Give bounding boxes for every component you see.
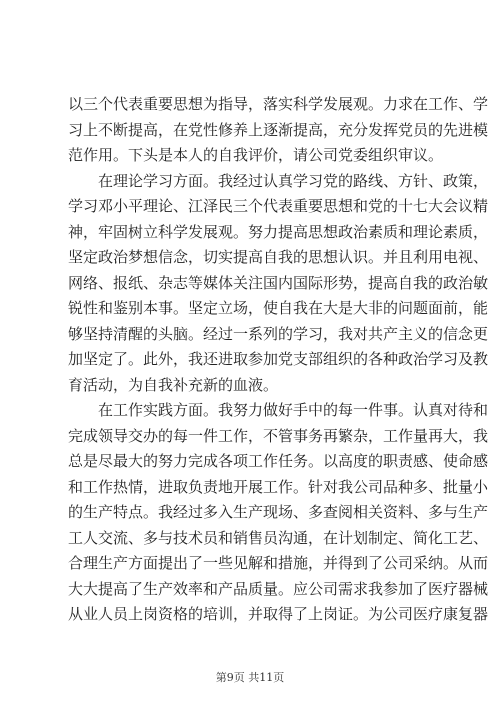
text-line: 总是尽最大的努力完成各项工作任务。以高度的职责感、使命感 bbox=[68, 452, 489, 470]
text-line: 学习邓小平理论、江泽民三个代表重要思想和党的十七大会议精 bbox=[68, 197, 489, 215]
text-line: 以三个代表重要思想为指导，落实科学发展观。力求在工作、学 bbox=[68, 95, 489, 113]
text-line: 网络、报纸、杂志等媒体关注国内国际形势，提高自我的政治敏 bbox=[68, 273, 489, 292]
document-body bbox=[68, 92, 489, 628]
text-line: 在工作实践方面。我努力做好手中的每一件事。认真对待和 bbox=[68, 401, 489, 419]
text-line: 范作用。下头是本人的自我评价，请公司党委组织审议。 bbox=[68, 146, 444, 164]
text-line: 工人交流、多与技术员和销售员沟通，在计划制定、简化工艺、 bbox=[68, 528, 489, 547]
text-line: 的生产特点。我经过多入生产现场、多查阅相关资料、多与生产 bbox=[68, 503, 489, 521]
text-line: 坚定政治梦想信念，切实提高自我的思想认识。并且利用电视、 bbox=[68, 248, 489, 266]
text-line: 合理生产方面提出了一些见解和措施，并得到了公司采纳。从而 bbox=[68, 554, 489, 572]
text-line: 够坚持清醒的头脑。经过一系列的学习，我对共产主义的信念更 bbox=[68, 324, 489, 343]
page-total: 共11页 bbox=[248, 671, 285, 684]
text-line: 大大提高了生产效率和产品质量。应公司需求我参加了医疗器械 bbox=[68, 579, 489, 598]
text-line: 在理论学习方面。我经过认真学习党的路线、方针、政策， bbox=[68, 171, 489, 190]
page-number: 第9页 bbox=[215, 671, 245, 684]
text-line: 和工作热情，进取负责地开展工作。针对我公司品种多、批量小 bbox=[68, 477, 489, 496]
text-line: 锐性和鉴别本事。坚定立场，使自我在大是大非的问题面前，能 bbox=[68, 299, 489, 317]
text-line: 从业人员上岗资格的培训，并取得了上岗证。为公司医疗康复器 bbox=[68, 605, 489, 623]
text-line: 神，牢固树立科学发展观。努力提高思想政治素质和理论素质， bbox=[68, 222, 489, 241]
text-line: 习上不断提高，在党性修养上逐渐提高，充分发挥党员的先进模 bbox=[68, 120, 489, 139]
page-footer bbox=[0, 669, 500, 685]
text-line: 加坚定了。此外，我还进取参加党支部组织的各种政治学习及教 bbox=[68, 350, 489, 368]
text-line: 完成领导交办的每一件工作，不管事务再繁杂，工作量再大，我 bbox=[68, 426, 489, 445]
text-line: 育活动，为自我补充新的血液。 bbox=[68, 375, 279, 394]
